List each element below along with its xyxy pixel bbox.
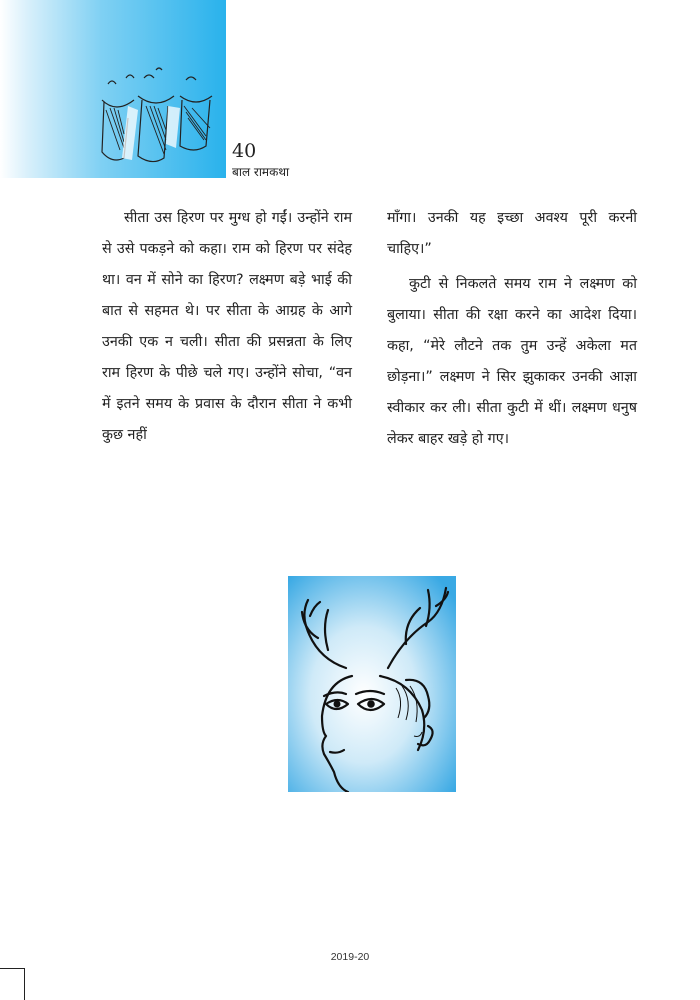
paragraph: माँगा। उनकी यह इच्छा अवश्य पूरी करनी चाहिए।” — [387, 210, 637, 257]
page-number: 40 — [232, 140, 257, 162]
chapter-header-banner — [0, 0, 226, 178]
antlered-head-illustration — [288, 576, 456, 792]
right-text-column — [387, 203, 637, 455]
paragraph: सीता उस हिरण पर मुग्ध हो गईं। उन्होंने राम से उसे पकड़ने को कहा। राम को हिरण पर संदेह था। वन में सोने का हिरण? लक्ष्मण बड़े भाई की बात से सहमत थे। पर सीता के आग्रह के आगे उनकी एक न चली। सीता की प्रसन्नता के लिए राम हिरण के पीछे चले गए। उन्होंने सोचा, “वन में इतने समय के प्रवास के दौरान सीता ने कभी कुछ नहीं — [102, 210, 352, 443]
paragraph: कुटी से निकलते समय राम ने लक्ष्मण को बुलाया। सीता की रक्षा करने का आदेश दिया। कहा, “मेरे लौटने तक तुम उन्हें अकेला मत छोड़ना।” लक्ष्मण ने सिर झुकाकर उनकी आज्ञा स्वीकार कर ली। सीता कुटी में थीं। लक्ष्मण धनुष लेकर बाहर खड़े हो गए। — [387, 276, 637, 447]
left-text-column — [102, 203, 352, 451]
three-figures-illustration — [98, 66, 218, 176]
book-title: बाल रामकथा — [232, 165, 290, 179]
crop-mark-bottom — [0, 968, 24, 969]
crop-mark-bottom-vertical — [24, 968, 25, 1000]
footer-year: 2019-20 — [330, 951, 370, 963]
